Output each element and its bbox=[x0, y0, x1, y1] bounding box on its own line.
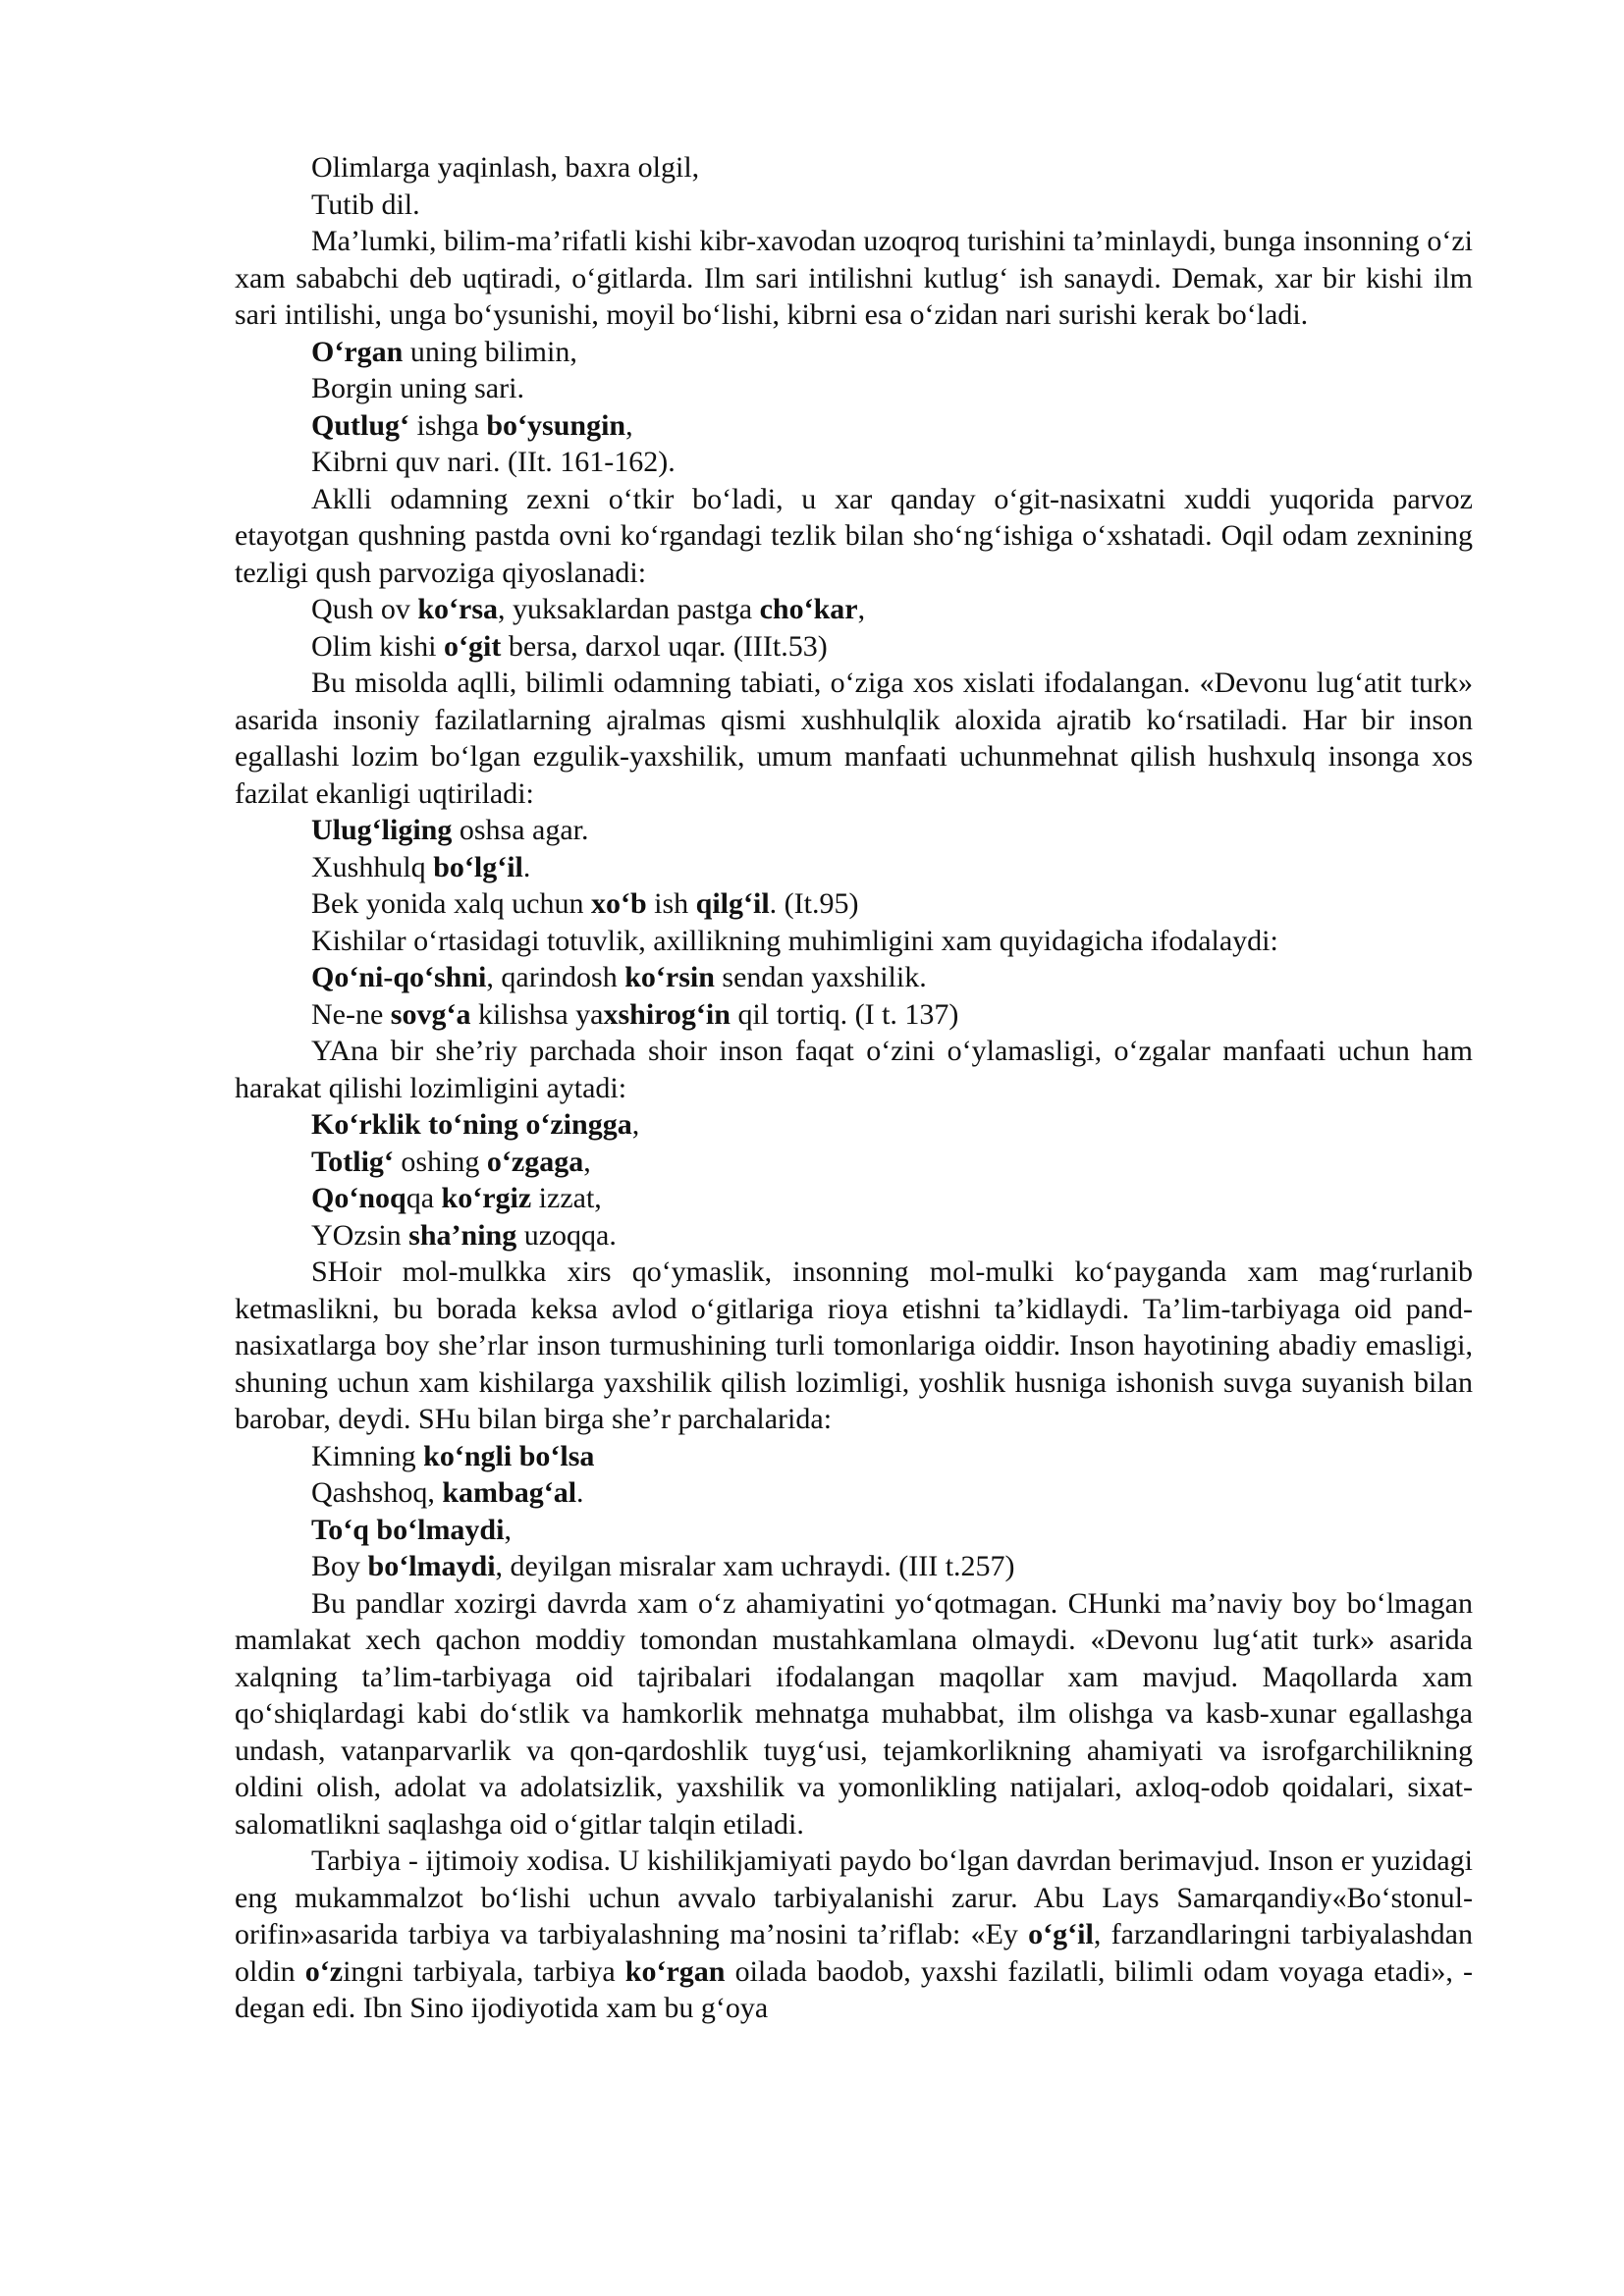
bold-text: sovg‘a bbox=[390, 997, 471, 1031]
text-run: bersa, darxol uqar. (IIIt.53) bbox=[501, 629, 828, 663]
text-run: Xushhulq bbox=[311, 850, 434, 883]
text-run: ish bbox=[646, 887, 696, 920]
verse-line bbox=[235, 1512, 1473, 1549]
bold-text: ko‘rsa bbox=[417, 593, 499, 625]
text-run: Bu misolda aqlli, bilimli odamning tabiati, o‘ziga xos xislati ifodalangan. «Devonu lug‘atit turk» asarida insoniy fazilatlarning ajralmas qismi xushhulqlik aloxida ajratib ko‘rsatiladi. Har bir inson egallashi lozim bo‘lgan ezgulik-yaxshilik, umum manfaati uchunmehnat qilish hushxulq insonga xos fazilat ekanligi uqtiriladi: bbox=[235, 667, 1473, 810]
text-run: YAna bir she’riy parchada shoir inson faqat o‘zini o‘ylamasligi, o‘zgalar manfaati uchun ham harakat qilishi lozimligini aytadi: bbox=[235, 1035, 1473, 1104]
bold-text: Ulug‘liging bbox=[311, 814, 453, 846]
text-run: . bbox=[576, 1476, 584, 1509]
bold-text: Qo‘ni-qo‘shni bbox=[311, 961, 487, 993]
text-run: Borgin uning sari. bbox=[311, 372, 524, 404]
verse-line bbox=[235, 923, 1473, 960]
paragraph bbox=[235, 481, 1473, 592]
bold-text: Qo‘noq bbox=[311, 1182, 406, 1214]
text-run: kilishsa ya bbox=[470, 997, 604, 1031]
text-run: oshing bbox=[393, 1145, 487, 1178]
paragraph bbox=[235, 223, 1473, 334]
bold-text: bo‘ysungin bbox=[486, 408, 626, 442]
verse-line bbox=[235, 996, 1473, 1034]
text-run: YOzsin bbox=[311, 1218, 409, 1252]
text-run: Qush ov bbox=[311, 593, 418, 625]
bold-text: bo‘lg‘il bbox=[433, 850, 523, 883]
text-run: . bbox=[522, 850, 531, 883]
bold-text: o‘zgaga bbox=[486, 1145, 584, 1178]
text-run: Kishilar o‘rtasidagi totuvlik, axillikning muhimligini xam quyidagicha ifodalaydi: bbox=[311, 924, 1278, 957]
verse-line bbox=[235, 149, 1473, 187]
text-run: Olim kishi bbox=[311, 629, 445, 663]
bold-text: Ko‘rklik to‘ning o‘zingga bbox=[311, 1108, 632, 1141]
text-run: Olimlarga yaqinlash, baxra olgil, bbox=[311, 151, 700, 184]
text-run: Ma’lumki, bilim-ma’rifatli kishi kibr-xavodan uzoqroq turishini ta’minlaydi, bunga insonning o‘zi xam sababchi deb uqtiradi, o‘gitlarda. Ilm sari intilishni kutlug‘ ish sanaydi. Demak, xar bir kishi ilm sari intilishi, unga bo‘ysunishi, moyil bo‘lishi, kibrni esa o‘zidan nari surishi kerak bo‘ladi. bbox=[235, 225, 1473, 331]
verse-line bbox=[235, 885, 1473, 923]
text-run: qil tortiq. (I t. 137) bbox=[730, 997, 959, 1031]
bold-text: kambag‘al bbox=[442, 1476, 577, 1509]
verse-line bbox=[235, 334, 1473, 371]
bold-text: ko‘ngli bo‘lsa bbox=[423, 1439, 595, 1472]
bold-text: o‘g‘il bbox=[1028, 1918, 1094, 1950]
verse-line bbox=[235, 1217, 1473, 1255]
text-run: Bu pandlar xozirgi davrda xam o‘z ahamiyatini yo‘qotmagan. CHunki ma’naviy boy bo‘lmagan mamlakat xech qachon moddiy tomondan mustahkamlana olmaydi. «Devonu lug‘atit turk» asarida xalqning ta’lim-tarbiyaga oid tajribalari ifodalangan maqollar xam mavjud. Maqollarda xam qo‘shiqlardagi kabi do‘stlik va hamkorlik mehnatga muhabbat, ilm olishga va kasb-xunar egallashga undash, vatanparvarlik va qon-qardoshlik tuyg‘usi, tejamkorlikning ahamiyati va isrofgarchilikning oldini olish, adolat va adolatsizlik, yaxshilik va yomonlikling natijalari, axloq-odob qoidalari, sixat-salomatlikni saqlashga oid o‘gitlar talqin etiladi. bbox=[235, 1586, 1473, 1841]
verse-line bbox=[235, 370, 1473, 407]
verse-line bbox=[235, 812, 1473, 849]
verse-line bbox=[235, 407, 1473, 445]
bold-text: cho‘kar bbox=[759, 593, 858, 625]
paragraph bbox=[235, 1842, 1473, 2027]
bold-text: ko‘rgiz bbox=[441, 1182, 532, 1214]
bold-text: To‘q bo‘lmaydi bbox=[311, 1513, 505, 1546]
text-run: , farzandlaringni tarbiyalashdan oldin bbox=[235, 1918, 1474, 1988]
paragraph bbox=[235, 1585, 1473, 1843]
text-run: Boy bbox=[311, 1550, 368, 1582]
text-run: sendan yaxshilik. bbox=[714, 961, 927, 993]
verse-line bbox=[235, 628, 1473, 666]
bold-text: xo‘b bbox=[590, 887, 647, 920]
text-run: Tutib dil. bbox=[311, 187, 420, 221]
text-run: ingni tarbiyala, tarbiya bbox=[343, 1954, 625, 1988]
document-page bbox=[235, 149, 1473, 2027]
text-run: , yuksaklardan pastga bbox=[498, 593, 760, 625]
text-run: , bbox=[857, 593, 866, 625]
text-run: oilada baodob, yaxshi fazilatli, bilimli odam voyaga etadi», - degan edi. Ibn Sino ijodiyotida xam bu g‘oya bbox=[235, 1954, 1474, 2024]
bold-text: ko‘rsin bbox=[624, 961, 715, 993]
verse-line bbox=[235, 187, 1473, 224]
text-run: ishga bbox=[409, 408, 487, 442]
text-run: Bek yonida xalq uchun bbox=[311, 887, 591, 920]
bold-text: o‘z bbox=[304, 1954, 344, 1988]
verse-line bbox=[235, 959, 1473, 996]
verse-line bbox=[235, 444, 1473, 481]
text-run: izzat, bbox=[531, 1182, 602, 1214]
text-run: , bbox=[625, 408, 633, 442]
text-run: Kimning bbox=[311, 1439, 424, 1472]
verse-line bbox=[235, 1106, 1473, 1144]
paragraph bbox=[235, 665, 1473, 812]
text-run: Aklli odamning zexni o‘tkir bo‘ladi, u xar qanday o‘git-nasixatni xuddi yuqorida parvoz etayotgan qushning pastda ovni ko‘rgandagi tezlik bilan sho‘ng‘ishiga o‘xshatadi. Oqil odam zexnining tezligi qush parvoziga qiyoslanadi: bbox=[235, 482, 1473, 589]
text-run: , bbox=[504, 1513, 512, 1546]
bold-text: ko‘rgan bbox=[624, 1954, 726, 1988]
text-run: Ne-ne bbox=[311, 997, 391, 1031]
text-run: qa bbox=[406, 1182, 442, 1214]
text-run: Kibrni quv nari. (IIt. 161-162). bbox=[311, 446, 676, 478]
bold-text: O‘rgan bbox=[311, 335, 404, 368]
text-run: uzoqqa. bbox=[516, 1218, 617, 1252]
text-run: , deyilgan misralar xam uchraydi. (III t.257) bbox=[495, 1550, 1015, 1582]
bold-text: o‘git bbox=[444, 629, 502, 663]
text-run: , bbox=[583, 1145, 591, 1178]
bold-text: Qutlug‘ bbox=[311, 408, 410, 442]
verse-line bbox=[235, 591, 1473, 628]
bold-text: Totlig‘ bbox=[311, 1145, 394, 1178]
text-run: Tarbiya - ijtimoiy xodisa. U kishilikjamiyati paydo bo‘lgan davrdan berimavjud. Inson er yuzidagi eng mukammalzot bo‘lishi uchun avvalo tarbiyalanishi zarur. Abu Lays Samarqandiy«Bo‘stonul-orifin»asarida tarbiya va tarbiyalashning ma’nosini ta’riflab: «Ey bbox=[235, 1844, 1473, 1950]
verse-line bbox=[235, 1180, 1473, 1217]
verse-line bbox=[235, 1144, 1473, 1181]
text-run: , qarindosh bbox=[486, 961, 625, 993]
bold-text: qilg‘il bbox=[695, 887, 770, 920]
paragraph bbox=[235, 1033, 1473, 1106]
bold-text: bo‘lmaydi bbox=[367, 1550, 496, 1582]
text-run: SHoir mol-mulkka xirs qo‘ymaslik, insonning mol-mulki ko‘payganda xam mag‘rurlanib ketmaslikni, bu borada keksa avlod o‘gitlariga rioya etishni ta’kidlaydi. Ta’lim-tarbiyaga oid pand-nasixatlarga boy she’rlar inson turmushining turli tomonlariga oiddir. Inson hayotining abadiy emasligi, shuning uchun xam kishilarga yaxshilik qilish lozimligi, yoshlik husniga ishonish suvga suyanish bilan barobar, deydi. SHu bilan birga she’r parchalarida: bbox=[235, 1255, 1473, 1435]
bold-text: xshirog‘in bbox=[603, 997, 731, 1031]
text-run: uning bilimin, bbox=[403, 335, 577, 368]
paragraph bbox=[235, 1254, 1473, 1438]
verse-line bbox=[235, 1548, 1473, 1585]
verse-line bbox=[235, 1474, 1473, 1512]
bold-text: sha’ning bbox=[408, 1218, 517, 1252]
text-run: . (It.95) bbox=[769, 887, 859, 920]
text-run: oshsa agar. bbox=[452, 814, 589, 846]
verse-line bbox=[235, 849, 1473, 886]
text-run: , bbox=[631, 1108, 640, 1141]
text-run: Qashshoq, bbox=[311, 1476, 443, 1509]
verse-line bbox=[235, 1438, 1473, 1475]
